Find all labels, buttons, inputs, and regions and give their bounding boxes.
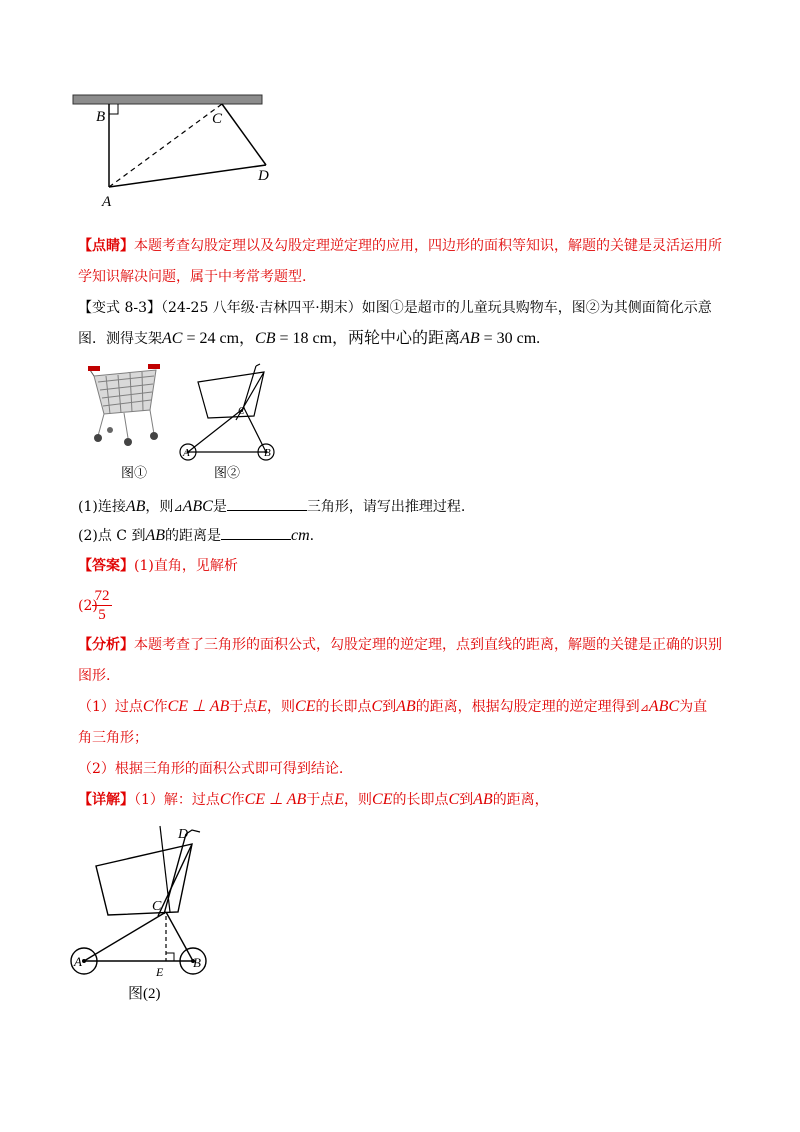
bottom-figure-caption: 图(2) (128, 986, 161, 1002)
basket-outline (198, 372, 264, 418)
d-c2: C (448, 791, 460, 808)
bottom-cart-diagram (66, 820, 226, 980)
analysis-text-2: 图形. (78, 668, 111, 684)
var-eq3: = 30 cm. (479, 330, 541, 347)
bottom-label-c: C (152, 899, 162, 914)
variant-line-2 (78, 328, 730, 350)
fraction-numerator: 72 (94, 588, 110, 604)
d-ab: AB (473, 791, 493, 808)
variant-text-1: 如图①是超市的儿童玩具购物车，图②为其侧面简化示意 (361, 300, 712, 316)
d-ce: CE (372, 791, 393, 808)
variant-tag: 【变式 8-3】 (78, 300, 161, 316)
answer-1: (1)直角，见解析 (134, 558, 238, 574)
detail-line-1 (78, 789, 730, 811)
fraction-bar (92, 605, 112, 606)
segment-cb-large (166, 912, 193, 961)
s1-c: C (142, 698, 154, 715)
s1-c2: C (371, 698, 383, 715)
q1-ab: AB (125, 498, 146, 515)
variant-source: （24-25 八年级·吉林四平·期末） (161, 300, 362, 316)
dianjing-text-2: 学知识解决问题，属于中考常考题型. (78, 269, 307, 285)
d-i: 的距离， (492, 792, 549, 808)
q2-text-a: (2)点 C 到 (78, 528, 146, 544)
var-cb: CB (255, 330, 276, 347)
bottom-label-b: B (193, 955, 201, 970)
var-ab: AB (460, 330, 480, 347)
s1-abc: ABC (648, 698, 680, 715)
right-angle-mark-e (166, 953, 174, 961)
d-c: C (219, 791, 231, 808)
s2: （2）根据三角形的面积公式即可得到结论. (78, 761, 344, 777)
var-eq1: = 24 cm， (182, 330, 256, 347)
question-2 (78, 525, 730, 547)
q2-end: . (309, 528, 315, 544)
right-angle-mark-b (109, 104, 118, 114)
var-ac: AC (162, 330, 183, 347)
d-e: E (334, 791, 345, 808)
answer-line-1 (78, 555, 730, 577)
d-perp: CE ⊥ AB (244, 791, 307, 808)
segment-ac-large (84, 912, 166, 961)
diagram-label-a: A (183, 447, 190, 459)
dianjing-line-1 (78, 235, 730, 257)
analysis-tag: 【分析】 (78, 637, 134, 653)
q1-text-d: 三角形，请写出推理过程. (306, 499, 466, 515)
bottom-label-a: A (74, 954, 82, 969)
s1-perp: CE ⊥ AB (167, 698, 230, 715)
bottom-label-d: D (178, 827, 189, 842)
q1-triangle-symbol: ⊿ (173, 501, 183, 514)
s1-h: 到 (382, 699, 397, 715)
analysis-line-1 (78, 634, 730, 656)
answer-2-fraction (92, 588, 112, 623)
label-d: D (258, 168, 269, 184)
cart-handle-icon (88, 366, 100, 371)
d-h: 到 (459, 792, 474, 808)
s1-ab: AB (396, 698, 416, 715)
d-d: 于点 (306, 792, 335, 808)
s1-i: 的距离，根据勾股定理的逆定理得到 (415, 699, 640, 715)
analysis-text-1: 本题考查了三角形的面积公式，勾股定理的逆定理，点到直线的距离，解题的关键是正确的识别 (134, 637, 722, 653)
var-eq2: = 18 cm，两轮中心的距离 (275, 330, 461, 347)
analysis-line-2 (78, 665, 730, 687)
question-1 (78, 496, 730, 519)
ceiling-bar (73, 95, 262, 104)
d-g: 的长即点 (392, 792, 449, 808)
s1-f: ，则 (267, 699, 296, 715)
analysis-step-1-cont (78, 727, 730, 749)
q1-text-c: 是 (212, 499, 227, 515)
s1-e: E (257, 698, 268, 715)
analysis-step-2 (78, 758, 730, 780)
s1-j: 为直 (679, 699, 708, 715)
q2-ab: AB (145, 527, 165, 544)
analysis-step-1 (78, 696, 730, 719)
dashed-ac (109, 104, 222, 187)
dianjing-text-1: 本题考查勾股定理以及勾股定理逆定理的应用，四边形的面积等知识，解题的关键是灵活运用所 (134, 238, 722, 254)
variant-line-1 (78, 297, 730, 319)
segment-cb (244, 408, 266, 452)
s1-a: （1）过点 (78, 699, 143, 715)
detail-tag: 【详解】 (78, 792, 134, 808)
segment-ac (188, 408, 244, 452)
top-geometry-figure (70, 90, 280, 215)
bottom-label-e: E (156, 965, 164, 979)
label-a: A (102, 194, 112, 210)
answer-2-prefix: (2) (78, 598, 98, 614)
variant-text-2: 图．测得支架 (78, 331, 162, 347)
q1-text-b: ，则 (145, 499, 174, 515)
d-b: 作 (230, 792, 245, 808)
basket-outline-large (96, 844, 192, 915)
q1-answer-blank[interactable] (227, 496, 307, 511)
s1-b: 作 (153, 699, 168, 715)
q2-text-b: 的距离是 (165, 528, 221, 544)
photo-caption: 图① (121, 466, 148, 481)
segment-cd (222, 104, 266, 165)
q2-answer-blank[interactable] (221, 525, 291, 540)
segment-ad (109, 165, 266, 187)
label-b: B (96, 109, 106, 125)
answer-tag: 【答案】 (78, 558, 134, 574)
diagram-label-b: B (264, 447, 271, 459)
s1-tri: ⊿ (639, 701, 649, 714)
diagram-caption: 图② (214, 466, 241, 481)
s1-ce: CE (295, 698, 316, 715)
cart-wheel-icon (94, 434, 102, 442)
fraction-denominator: 5 (98, 607, 106, 623)
s1-d: 于点 (229, 699, 258, 715)
label-c: C (212, 111, 223, 127)
dianjing-tag: 【点睛】 (78, 238, 134, 254)
q1-abc: ABC (182, 498, 213, 515)
shopping-cart-photo (84, 362, 168, 450)
diagram-label-c: C (238, 406, 245, 417)
q1-text-a: (1)连接 (78, 499, 126, 515)
d-a: （1）解：过点 (134, 792, 220, 808)
s1-g: 的长即点 (315, 699, 372, 715)
cart-side-diagram (178, 362, 282, 462)
d-f: ，则 (344, 792, 373, 808)
q2-unit: cm (291, 527, 310, 544)
dianjing-line-2 (78, 266, 730, 288)
s1-k: 角三角形； (78, 730, 148, 746)
